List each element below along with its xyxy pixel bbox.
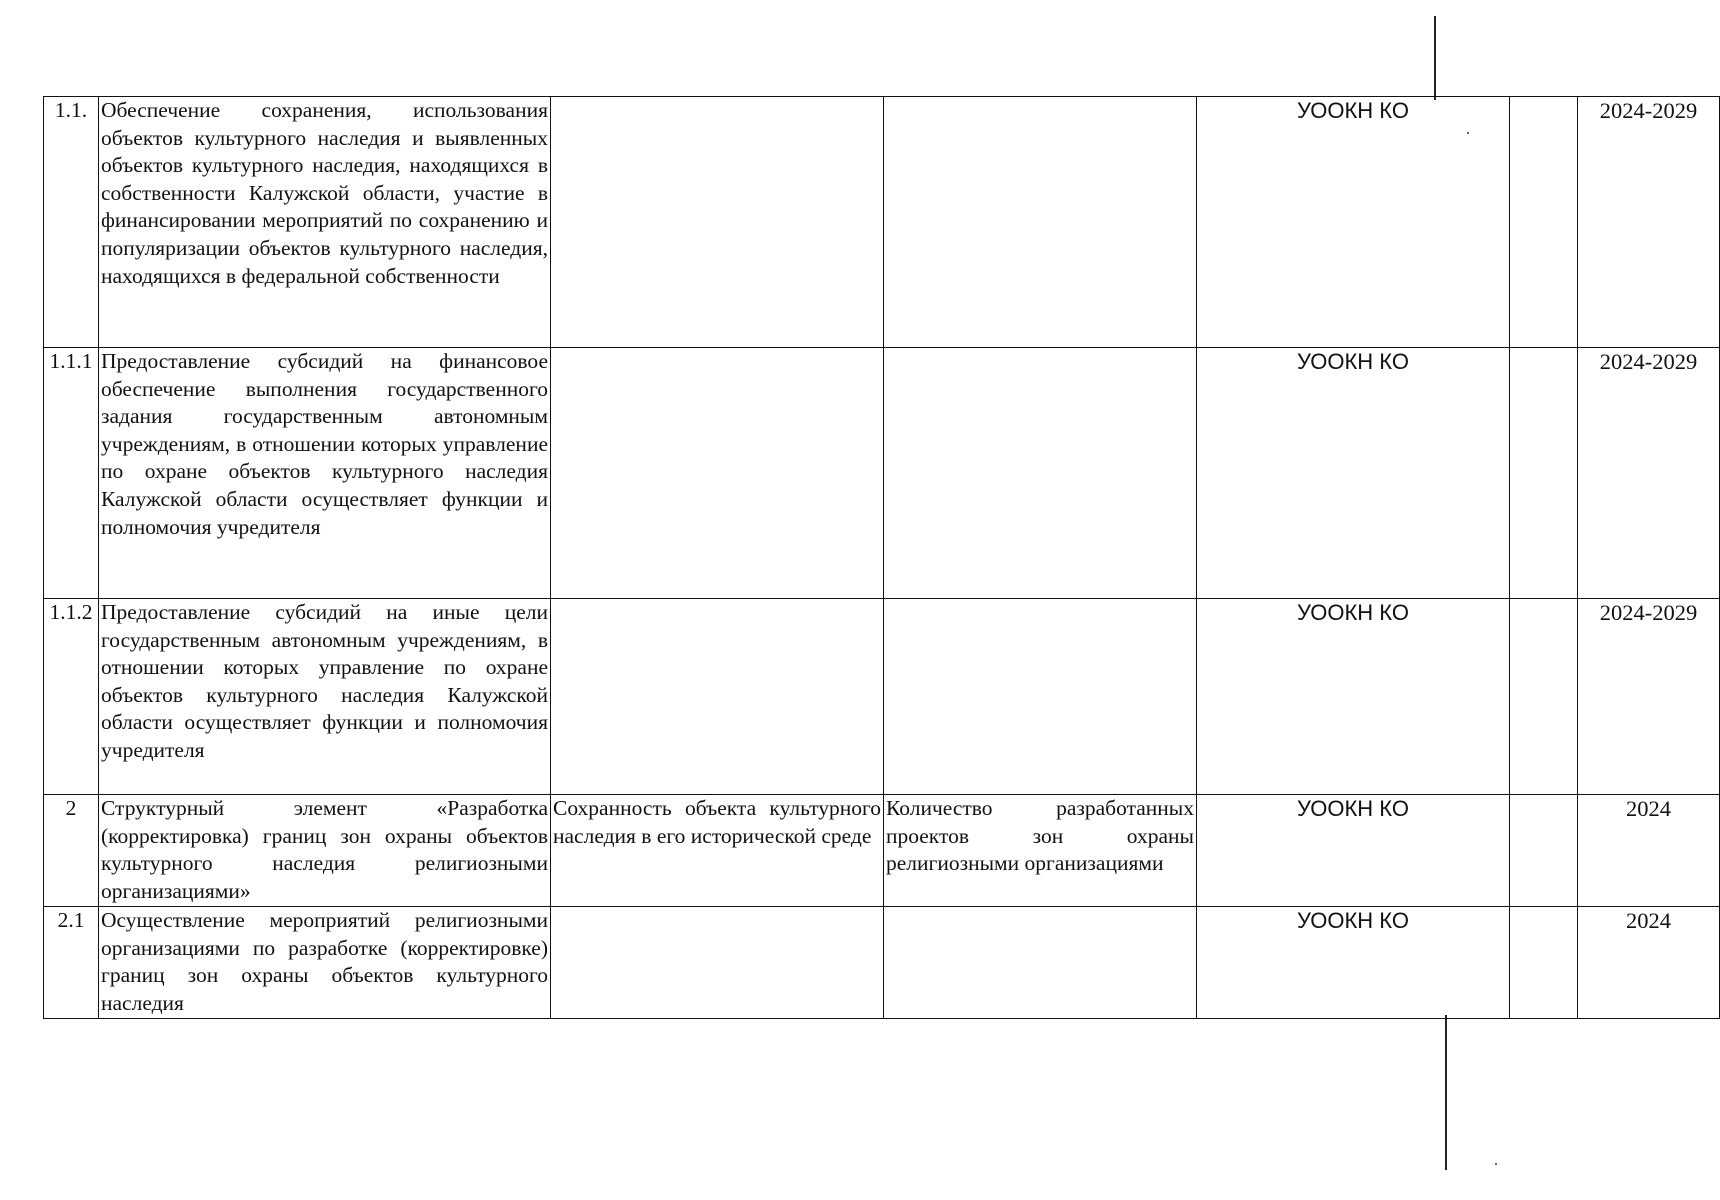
- blank-column: [1510, 348, 1578, 599]
- expected-result: [551, 907, 884, 1019]
- table-row: [44, 599, 1720, 795]
- indicator: [884, 599, 1197, 795]
- blank-column: [1510, 599, 1578, 795]
- blank-column: [1510, 907, 1578, 1019]
- measure-description: Предоставление субсидий на финансовое обеспечение выполнения государственного задания государственным автономным учреждениям, в отношении которых управление по охране объектов культурного наследия Калужской области осуществляет функции и полномочия учредителя: [99, 348, 551, 599]
- indicator: [884, 97, 1197, 348]
- blank-column: [1510, 795, 1578, 907]
- expected-result: Сохранность объекта культурного наследия в его исторической среде: [551, 795, 884, 907]
- implementation-years: 2024: [1578, 907, 1720, 1019]
- row-number: 1.1.2: [44, 599, 99, 795]
- implementation-years: 2024-2029: [1578, 97, 1720, 348]
- implementation-years: 2024-2029: [1578, 599, 1720, 795]
- expected-result: [551, 599, 884, 795]
- table-row: [44, 795, 1720, 907]
- responsible-executor: УООКН КО: [1197, 795, 1510, 907]
- row-number: 1.1.1: [44, 348, 99, 599]
- scan-speck: [1495, 1163, 1497, 1165]
- responsible-executor: УООКН КО: [1197, 907, 1510, 1019]
- measures-table: [43, 96, 1720, 1019]
- responsible-executor: УООКН КО: [1197, 599, 1510, 795]
- table-row: [44, 907, 1720, 1019]
- row-number: 2: [44, 795, 99, 907]
- table-row: [44, 97, 1720, 348]
- scan-line-top: [1434, 16, 1436, 100]
- blank-column: [1510, 97, 1578, 348]
- scan-line-bottom: [1445, 1015, 1447, 1170]
- measure-description: Обеспечение сохранения, использования объектов культурного наследия и выявленных объектов культурного наследия, находящихся в собственности Калужской области, участие в финансировании мероприятий по сохранению и популяризации объектов культурного наследия, находящихся в федеральной собственности: [99, 97, 551, 348]
- table-row: [44, 348, 1720, 599]
- implementation-years: 2024-2029: [1578, 348, 1720, 599]
- row-number: 1.1.: [44, 97, 99, 348]
- responsible-executor: УООКН КО: [1197, 97, 1510, 348]
- expected-result: [551, 348, 884, 599]
- measure-description: Осуществление мероприятий религиозными организациями по разработке (корректировке) границ зон охраны объектов культурного наследия: [99, 907, 551, 1019]
- responsible-executor: УООКН КО: [1197, 348, 1510, 599]
- implementation-years: 2024: [1578, 795, 1720, 907]
- measure-description: Структурный элемент «Разработка (корректировка) границ зон охраны объектов культурного наследия религиозными организациями»: [99, 795, 551, 907]
- expected-result: [551, 97, 884, 348]
- row-number: 2.1: [44, 907, 99, 1019]
- measure-description: Предоставление субсидий на иные цели государственным автономным учреждениям, в отношении которых управление по охране объектов культурного наследия Калужской области осуществляет функции и полномочия учредителя: [99, 599, 551, 795]
- indicator: Количество разработанных проектов зон охраны религиозными организациями: [884, 795, 1197, 907]
- indicator: [884, 348, 1197, 599]
- indicator: [884, 907, 1197, 1019]
